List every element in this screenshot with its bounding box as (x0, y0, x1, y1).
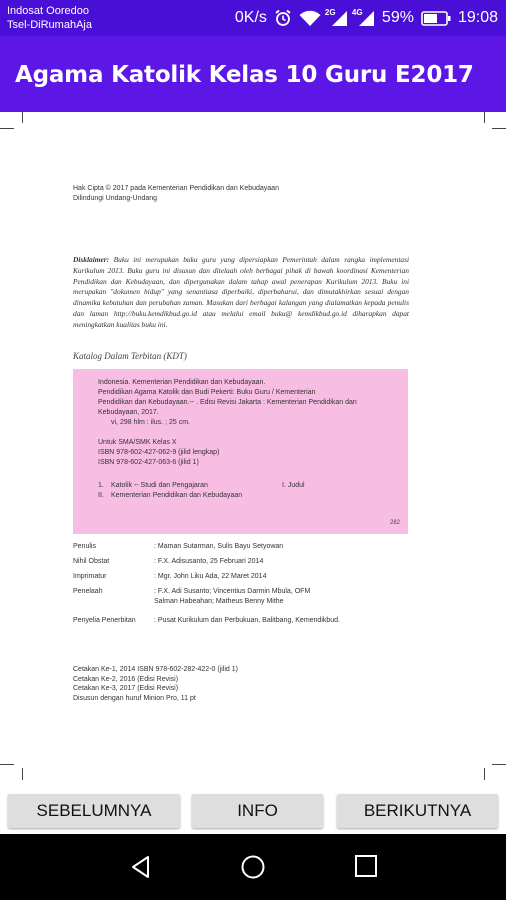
kdt-item-1b: I. Judul (282, 482, 305, 489)
kdt-item-2-num: II. (98, 492, 104, 499)
signal-label-2: 4G (351, 7, 363, 17)
edition-line: Disusun dengan huruf Minion Pro, 11 pt (73, 694, 196, 702)
disclaimer-label: Disklaimer: (73, 255, 110, 264)
crop-mark (0, 764, 14, 765)
crop-mark (492, 128, 506, 129)
edition-line: Cetakan Ke-2, 2016 (Edisi Revisi) (73, 675, 179, 683)
wifi-icon (299, 10, 321, 27)
status-indicators (235, 0, 498, 36)
kdt-line-4: Kebudayaan, 2017. (98, 409, 159, 416)
copyright (73, 184, 279, 203)
credit-label: Penelaah (73, 588, 103, 595)
kdt-line-7: ISBN 978-602-427-062-9 (jilid lengkap) (98, 449, 220, 456)
credit-row (73, 542, 283, 552)
credit-row (73, 572, 266, 582)
edition-line: Cetakan Ke-3, 2017 (Edisi Revisi) (73, 685, 179, 692)
kdt-box (73, 369, 408, 534)
credit-value: : Mgr. John Liku Ada, 22 Maret 2014 (154, 573, 267, 580)
app-title: Agama Katolik Kelas 10 Guru E2017 (15, 62, 474, 88)
kdt-line-5: vi, 298 hlm : ilus. ; 25 cm. (111, 419, 190, 426)
copyright-line-2: Dilindungi Undang-Undang (73, 194, 158, 202)
credit-label: Penyelia Penerbitan (73, 617, 136, 624)
next-button[interactable]: BERIKUTNYA (337, 794, 498, 828)
info-button[interactable]: INFO (192, 794, 323, 828)
carrier-2: Tsel-DiRumahAja (7, 19, 92, 31)
disclaimer (73, 255, 409, 331)
kdt-line-2: Pendidikan Agama Katolik dan Budi Pekerti: Buku Guru / Kementerian (98, 389, 316, 396)
kdt-item-2: Kementerian Pendidikan dan Kebudayaan (111, 492, 243, 499)
credit-value: : F.X. Adisusanto, 25 Februari 2014 (154, 558, 264, 565)
kdt-line-1: Indonesia. Kementerian Pendidikan dan Kebudayaan. (98, 379, 266, 386)
document-page[interactable] (0, 112, 506, 780)
navigation-buttons (0, 780, 506, 834)
carrier-1: Indosat Ooredoo (7, 5, 89, 17)
signal-icon-2 (351, 7, 375, 27)
kdt-line-3: Pendidikan dan Kebudayaan.-- . Edisi Revisi Jakarta : Kementerian Pendidikan dan (98, 399, 357, 406)
kdt-line-8: ISBN 978-602-427-063-6 (jilid 1) (98, 459, 199, 466)
system-nav-bar (0, 834, 506, 900)
kdt-code: 282 (389, 520, 400, 526)
credit-label: Imprimatur (73, 573, 107, 580)
copyright-line-1: Hak Cipta © 2017 pada Kementerian Pendidikan dan Kebudayaan (73, 185, 279, 192)
battery-percent: 59% (381, 9, 414, 26)
crop-mark (484, 112, 485, 123)
battery-icon (421, 11, 451, 26)
kdt-item-1-num: 1. (98, 482, 104, 489)
back-icon[interactable] (128, 854, 154, 885)
credit-value: : Maman Sutarman, Sulis Bayu Setyowan (154, 543, 284, 550)
crop-mark (484, 768, 485, 780)
credit-row (73, 587, 310, 606)
carrier-info (7, 4, 92, 32)
network-speed: 0K/s (234, 9, 267, 26)
edition-notes (73, 665, 238, 703)
kdt-line-6: Untuk SMA/SMK Kelas X (98, 439, 177, 446)
signal-label-1: 2G (324, 7, 336, 17)
app-bar (0, 36, 506, 112)
crop-mark (22, 768, 23, 780)
edition-line: Cetakan Ke-1, 2014 ISBN 978-602-282-422-0 (jilid 1) (73, 666, 238, 673)
status-bar (0, 0, 506, 36)
crop-mark (492, 764, 506, 765)
crop-mark (22, 112, 23, 123)
credit-row (73, 616, 340, 626)
clock: 19:08 (457, 9, 498, 26)
disclaimer-text: Buku ini merupakan buku guru yang dipersiapkan Pemerintah dalam rangka implementasi Kurikulum 2013. Buku guru ini disusun dan ditelaah oleh berbagai pihak di bawah koordinasi Kementerian Pendidikan dan Kebudayaan, dan dipergunakan dalam tahap awal penerapan Kurikulum 2013. Buku ini merupakan "dokumen hidup" yang senantiasa diperbaiki, diperbaharui, dan dimutakhirkan sesuai dengan dinamika kebutuhan dan perubahan zaman. Masukan dari berbagai kalangan yang dialamatkan kepada penulis dan laman http://buku.kemdikbud.go.id atau melalui email buku@ kemdikbud.go.id diharapkan dapat meningkatkan kualitas buku ini. (73, 255, 409, 329)
credit-row (73, 557, 263, 567)
signal-icon (324, 7, 348, 27)
kdt-item-1: Katolik -- Studi dan Pengajaran (111, 482, 208, 489)
crop-mark (0, 128, 14, 129)
credit-value: : F.X. Adi Susanto; Vincentius Darmin Mbula, OFM Salman Habeahan; Matheus Benny Mithe (154, 588, 311, 605)
home-icon[interactable] (240, 854, 266, 885)
kdt-title: Katalog Dalam Terbitan (KDT) (73, 351, 187, 361)
credit-value: : Pusat Kurikulum dan Perbukuan, Balitbang, Kemendikbud. (154, 617, 341, 624)
recents-icon[interactable] (354, 854, 378, 883)
previous-button[interactable]: SEBELUMNYA (8, 794, 180, 828)
credit-label: Nihil Obstat (73, 558, 110, 565)
credit-label: Penulis (73, 543, 96, 550)
alarm-icon (274, 9, 292, 27)
